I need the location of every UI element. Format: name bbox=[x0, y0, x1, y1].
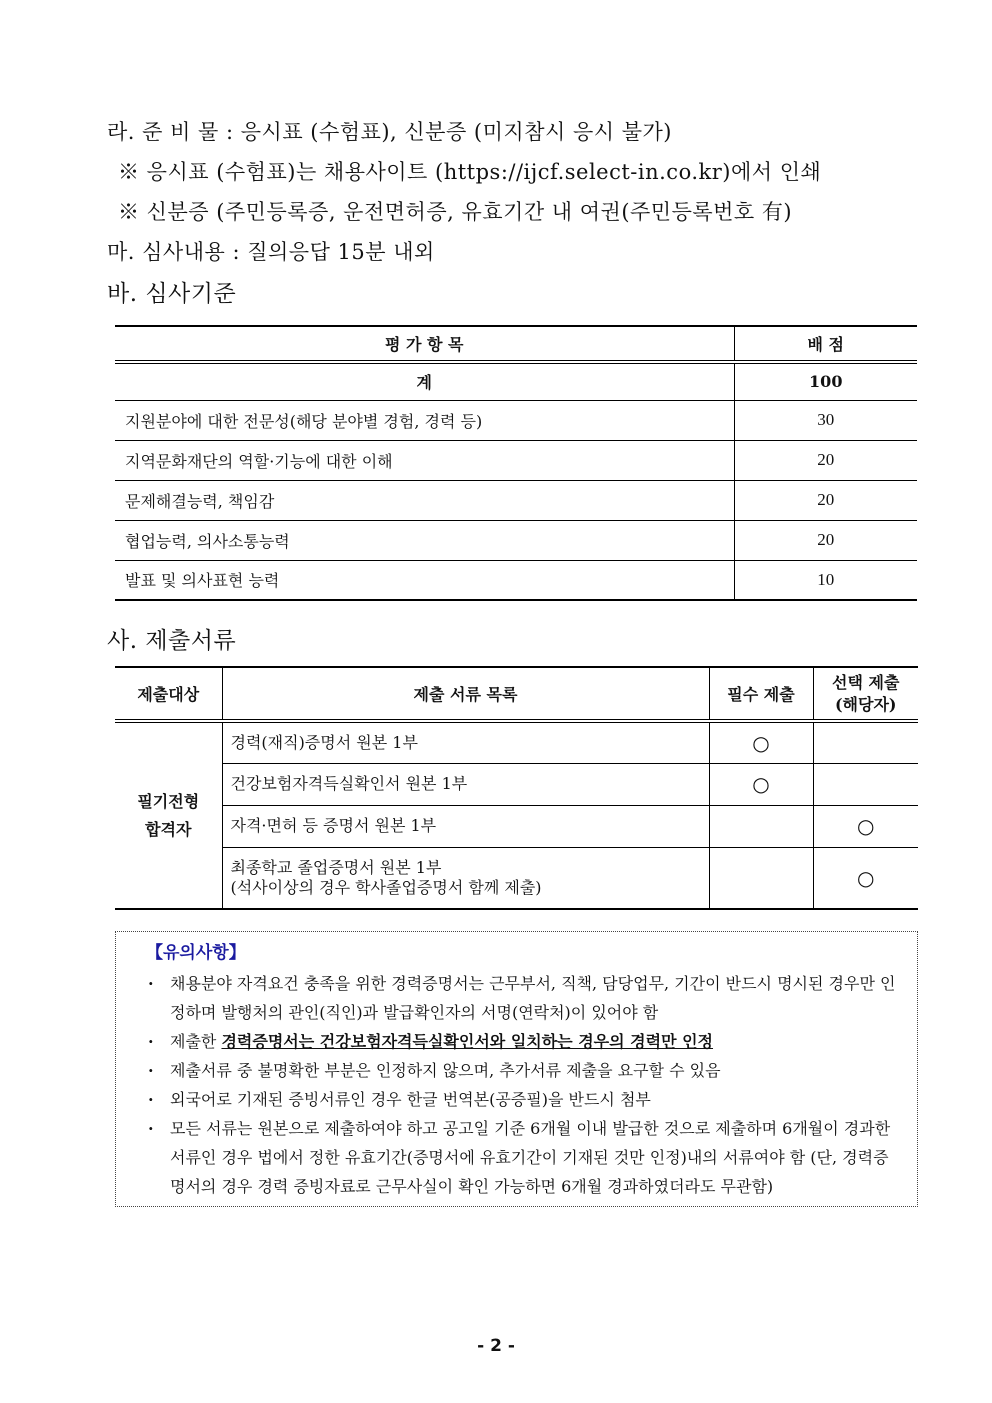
page-number: - 2 - bbox=[477, 1336, 515, 1356]
criteria-total-score: 100 bbox=[734, 362, 917, 400]
table-row bbox=[115, 721, 918, 763]
criteria-score: 20 bbox=[734, 480, 917, 520]
table-row bbox=[115, 805, 918, 847]
section-ra-note-ticket: ※ 응시표 (수험표)는 채용사이트 (https://ijcf.select-in.co.kr)에서 인쇄 bbox=[118, 160, 822, 184]
docs-table bbox=[115, 666, 918, 910]
criteria-header-row bbox=[115, 326, 917, 362]
docs-item: 최종학교 졸업증명서 원본 1부 (석사이상의 경우 학사졸업증명서 함께 제출) bbox=[222, 847, 709, 909]
criteria-header-score: 배 점 bbox=[734, 326, 917, 362]
criteria-total-label: 계 bbox=[115, 362, 734, 400]
criteria-score: 10 bbox=[734, 560, 917, 600]
docs-target: 필기전형 합격자 bbox=[115, 721, 222, 909]
notice-box bbox=[115, 931, 918, 1207]
list-item: · 외국어로 기재된 증빙서류인 경우 한글 번역본(공증필)을 반드시 첨부 bbox=[146, 1085, 901, 1114]
section-ra-note-id: ※ 신분증 (주민등록증, 운전면허증, 유효기간 내 여권(주민등록번호 有) bbox=[118, 200, 793, 224]
section-ba-heading: 바. 심사기준 bbox=[107, 281, 237, 307]
docs-item: 건강보험자격득실확인서 원본 1부 bbox=[222, 763, 709, 805]
docs-required-mark bbox=[709, 847, 813, 909]
docs-header-list: 제출 서류 목록 bbox=[222, 667, 709, 721]
list-item: · 제출서류 중 불명확한 부분은 인정하지 않으며, 추가서류 제출을 요구할 수 있음 bbox=[146, 1056, 901, 1085]
notice-title: 【유의사항】 bbox=[146, 943, 246, 963]
table-row bbox=[115, 560, 917, 600]
section-sa-heading: 사. 제출서류 bbox=[107, 628, 237, 654]
notice-item2-emphasis: 경력증명서는 건강보험자격득실확인서와 일치하는 경우의 경력만 인정 bbox=[221, 1032, 714, 1051]
docs-item: 경력(재직)증명서 원본 1부 bbox=[222, 721, 709, 763]
docs-required-mark bbox=[709, 805, 813, 847]
table-row bbox=[115, 440, 917, 480]
docs-item: 자격·면허 등 증명서 원본 1부 bbox=[222, 805, 709, 847]
table-row bbox=[115, 763, 918, 805]
table-row bbox=[115, 400, 917, 440]
criteria-score: 30 bbox=[734, 400, 917, 440]
criteria-item: 문제해결능력, 책임감 bbox=[115, 480, 734, 520]
section-ma-line: 마. 심사내용 : 질의응답 15분 내외 bbox=[107, 240, 435, 264]
list-item: · 모든 서류는 원본으로 제출하여야 하고 공고일 기준 6개월 이내 발급한 것으로 제출하며 6개월이 경과한 서류인 경우 법에서 정한 유효기간(증명서에 유효기간이 기재된 것만 인정)내의 서류여야 함 (단, 경력증명서의 경우 경력 증빙자료로 근무사실이 확인 가능하면 6개월 경과하였더라도 무관함) bbox=[146, 1114, 901, 1201]
criteria-score: 20 bbox=[734, 440, 917, 480]
criteria-header-item: 평 가 항 목 bbox=[115, 326, 734, 362]
criteria-item: 지원분야에 대한 전문성(해당 분야별 경험, 경력 등) bbox=[115, 400, 734, 440]
criteria-table bbox=[115, 325, 917, 601]
docs-header-required: 필수 제출 bbox=[709, 667, 813, 721]
docs-optional-mark bbox=[813, 763, 918, 805]
notice-list bbox=[146, 969, 901, 1201]
criteria-item: 협업능력, 의사소통능력 bbox=[115, 520, 734, 560]
docs-optional-mark bbox=[813, 721, 918, 763]
docs-required-mark: ○ bbox=[709, 721, 813, 763]
notice-item2-prefix: 제출한 bbox=[170, 1032, 222, 1051]
table-row bbox=[115, 520, 917, 560]
criteria-score: 20 bbox=[734, 520, 917, 560]
table-row bbox=[115, 480, 917, 520]
docs-optional-mark: ○ bbox=[813, 805, 918, 847]
docs-header-row bbox=[115, 667, 918, 721]
list-item: · 채용분야 자격요건 충족을 위한 경력증명서는 근무부서, 직책, 담당업무, 기간이 반드시 명시된 경우만 인정하며 발행처의 관인(직인)과 발급확인자의 서명(연락처)이 있어야 함 bbox=[146, 969, 901, 1027]
criteria-item: 발표 및 의사표현 능력 bbox=[115, 560, 734, 600]
list-item bbox=[146, 1027, 901, 1056]
docs-required-mark: ○ bbox=[709, 763, 813, 805]
table-row bbox=[115, 847, 918, 909]
criteria-total-row bbox=[115, 362, 917, 400]
docs-header-target: 제출대상 bbox=[115, 667, 222, 721]
docs-header-optional: 선택 제출 (해당자) bbox=[813, 667, 918, 721]
criteria-item: 지역문화재단의 역할·기능에 대한 이해 bbox=[115, 440, 734, 480]
docs-optional-mark: ○ bbox=[813, 847, 918, 909]
section-ra-line: 라. 준 비 물 : 응시표 (수험표), 신분증 (미지참시 응시 불가) bbox=[107, 120, 672, 144]
